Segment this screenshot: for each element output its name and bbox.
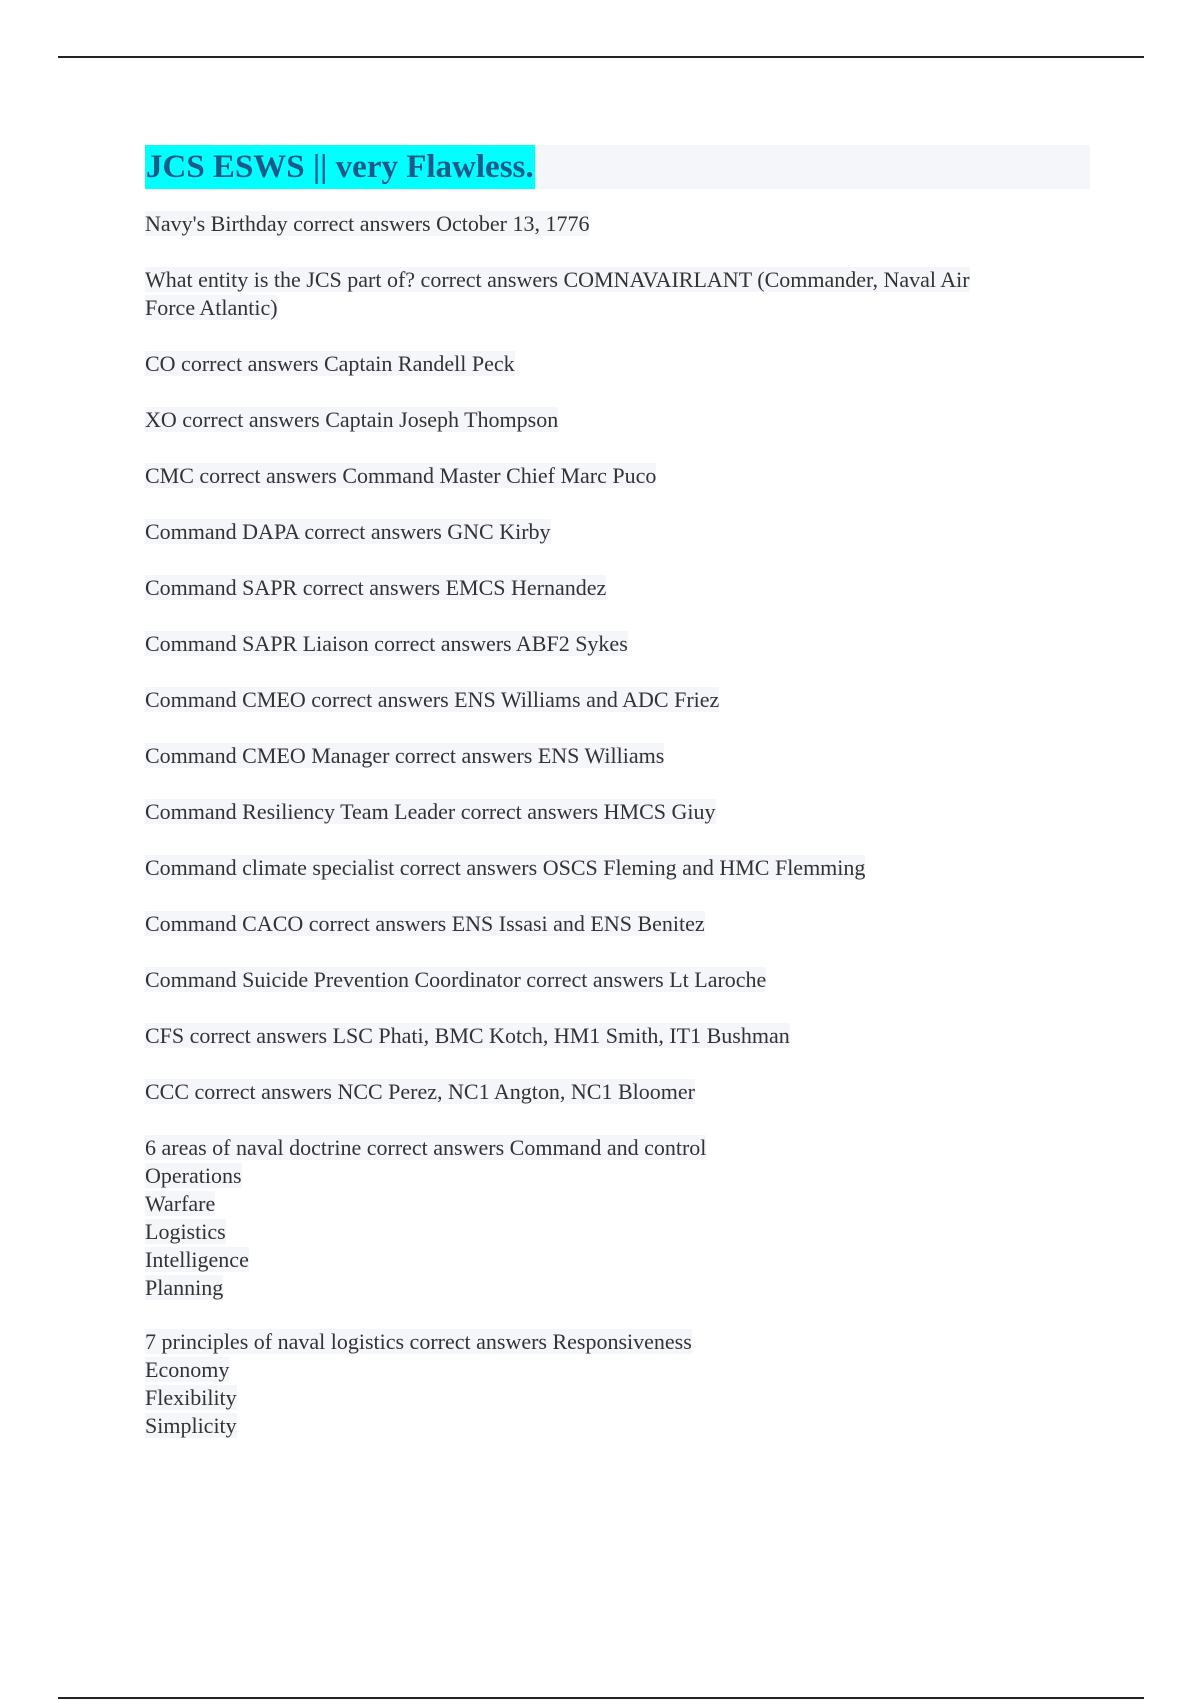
- qa-line: Simplicity: [145, 1413, 237, 1438]
- top-rule: [58, 56, 1144, 58]
- title-bar: [145, 145, 1090, 189]
- qa-item: [145, 210, 1090, 238]
- qa-item: [145, 1328, 1090, 1440]
- qa-line: Navy's Birthday correct answers October 13, 1776: [145, 211, 590, 236]
- qa-line: XO correct answers Captain Joseph Thompson: [145, 407, 559, 432]
- qa-item: [145, 1134, 1090, 1302]
- qa-line: Economy: [145, 1357, 230, 1382]
- qa-item: [145, 266, 1090, 322]
- qa-line: CFS correct answers LSC Phati, BMC Kotch, HM1 Smith, IT1 Bushman: [145, 1023, 790, 1048]
- qa-item: [145, 966, 1090, 994]
- qa-line: CCC correct answers NCC Perez, NC1 Angton, NC1 Bloomer: [145, 1079, 695, 1104]
- document-body: [145, 145, 1090, 1466]
- qa-line: Command CMEO Manager correct answers ENS Williams: [145, 743, 665, 768]
- qa-item: [145, 350, 1090, 378]
- qa-item: [145, 630, 1090, 658]
- qa-line: CMC correct answers Command Master Chief Marc Puco: [145, 463, 657, 488]
- qa-line: Command Resiliency Team Leader correct answers HMCS Giuy: [145, 799, 716, 824]
- qa-item: [145, 910, 1090, 938]
- qa-line: 6 areas of naval doctrine correct answers Command and control: [145, 1135, 707, 1160]
- qa-line: 7 principles of naval logistics correct answers Responsiveness: [145, 1329, 692, 1354]
- qa-item: [145, 798, 1090, 826]
- qa-item: [145, 1022, 1090, 1050]
- qa-line: Command climate specialist correct answers OSCS Fleming and HMC Flemming: [145, 855, 866, 880]
- qa-line: Force Atlantic): [145, 295, 278, 320]
- qa-line: Operations: [145, 1163, 242, 1188]
- qa-line: Command Suicide Prevention Coordinator correct answers Lt Laroche: [145, 967, 767, 992]
- qa-line: CO correct answers Captain Randell Peck: [145, 351, 515, 376]
- qa-item: [145, 1078, 1090, 1106]
- qa-line: Flexibility: [145, 1385, 237, 1410]
- bottom-rule: [58, 1697, 1144, 1699]
- qa-line: What entity is the JCS part of? correct answers COMNAVAIRLANT (Commander, Naval Air: [145, 267, 970, 292]
- qa-line: Warfare: [145, 1191, 216, 1216]
- qa-item: [145, 686, 1090, 714]
- qa-line: Command SAPR Liaison correct answers ABF2 Sykes: [145, 631, 628, 656]
- qa-item: [145, 518, 1090, 546]
- qa-item: [145, 406, 1090, 434]
- qa-item: [145, 574, 1090, 602]
- qa-line: Logistics: [145, 1219, 226, 1244]
- qa-item: [145, 742, 1090, 770]
- qa-item: [145, 462, 1090, 490]
- qa-line: Planning: [145, 1275, 224, 1300]
- qa-line: Command CACO correct answers ENS Issasi and ENS Benitez: [145, 911, 705, 936]
- qa-item: [145, 854, 1090, 882]
- qa-line: Command CMEO correct answers ENS Williams and ADC Friez: [145, 687, 720, 712]
- qa-line: Command SAPR correct answers EMCS Hernandez: [145, 575, 607, 600]
- document-title: JCS ESWS || very Flawless.: [145, 145, 535, 189]
- qa-line: Intelligence: [145, 1247, 249, 1272]
- qa-list: [145, 210, 1090, 1440]
- qa-line: Command DAPA correct answers GNC Kirby: [145, 519, 551, 544]
